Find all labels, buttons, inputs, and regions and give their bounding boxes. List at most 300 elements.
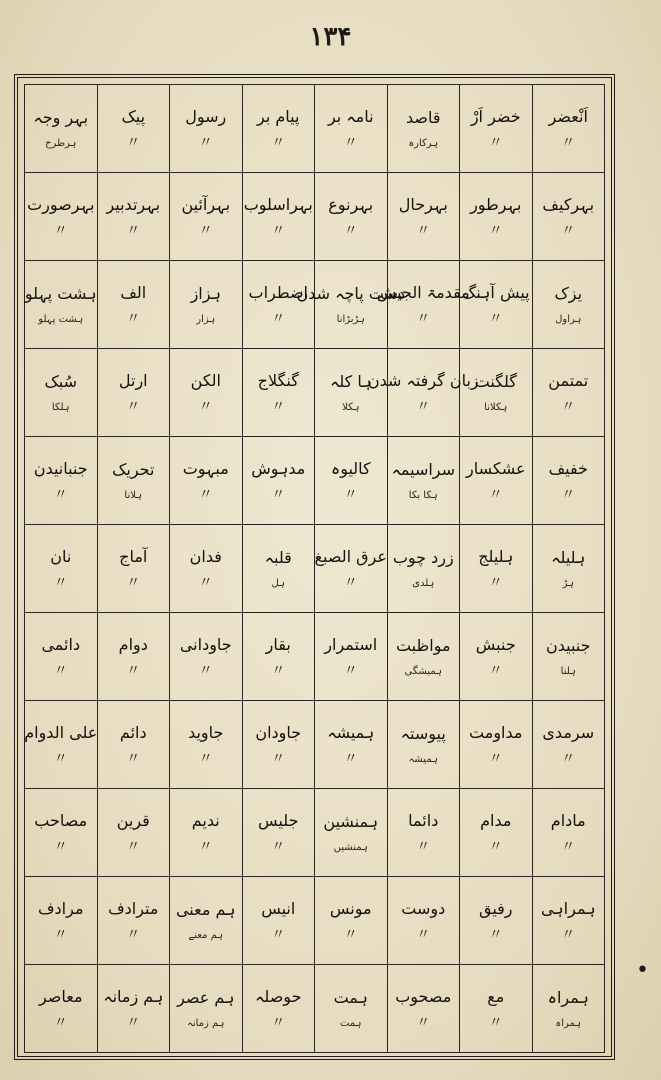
ditto-mark: 〃 (271, 839, 286, 856)
entry-word: مواظبت (395, 636, 451, 656)
entry-word: مع (487, 986, 505, 1006)
table-cell (460, 965, 533, 1053)
table-cell (97, 965, 170, 1053)
ditto-mark: 〃 (488, 311, 503, 328)
table-cell (387, 85, 460, 173)
entry-word: زرد چوب (392, 548, 454, 568)
entry-meaning: ہمیشہ (408, 753, 438, 765)
cell-content (170, 789, 242, 876)
table-cell (170, 965, 243, 1053)
cell-content (460, 877, 532, 964)
ditto-mark: 〃 (488, 751, 503, 768)
entry-meaning: ہکا بکا (408, 489, 438, 501)
ditto-mark: 〃 (561, 399, 576, 416)
cell-content (533, 789, 605, 876)
entry-word: یزک (554, 284, 583, 304)
entry-word: ارتل (118, 370, 148, 390)
cell-content (296, 261, 406, 348)
cell-content (388, 613, 460, 700)
ditto-mark: 〃 (561, 135, 576, 152)
entry-word: ہا کلہ (329, 372, 372, 392)
entry-word: گلگنت (474, 372, 517, 392)
table-row (25, 877, 605, 965)
ditto-mark: 〃 (488, 575, 503, 592)
table-row (25, 261, 605, 349)
entry-word: دوام (118, 634, 148, 654)
table-cell (315, 349, 388, 437)
cell-content (98, 437, 170, 524)
entry-word: آماج (119, 546, 148, 566)
table-cell (532, 877, 605, 965)
cell-content (98, 789, 170, 876)
entry-word: عرق الصبغ (314, 546, 387, 566)
entry-meaning: ہرطرح (45, 137, 77, 149)
cell-content (25, 437, 97, 524)
ditto-mark: 〃 (53, 751, 68, 768)
table-cell (315, 701, 388, 789)
entry-word: ندیم (191, 810, 220, 830)
glossary-table (24, 84, 605, 1053)
table-cell (242, 349, 315, 437)
table-cell (532, 85, 605, 173)
ditto-mark: 〃 (53, 839, 68, 856)
entry-word: ہلیلہ (551, 548, 586, 568)
cell-content (460, 261, 532, 348)
entry-word: جاوید (188, 722, 224, 742)
cell-content (98, 613, 170, 700)
table-cell (315, 85, 388, 173)
table-cell (170, 173, 243, 261)
table-cell (97, 525, 170, 613)
table-cell (97, 789, 170, 877)
entry-meaning: ہزار (196, 313, 216, 325)
entry-meaning: ہرکارہ (408, 137, 439, 149)
cell-content (533, 965, 605, 1052)
ditto-mark: 〃 (53, 575, 68, 592)
entry-word: دائما (408, 810, 439, 830)
ditto-mark: 〃 (488, 927, 503, 944)
table-cell (170, 789, 243, 877)
entry-word: قرین (116, 810, 150, 830)
entry-word: بہر وجہ (33, 108, 89, 128)
ditto-mark: 〃 (126, 135, 141, 152)
entry-word: خفیف (548, 458, 588, 478)
entry-word: مدہوش (251, 458, 306, 478)
table-cell (170, 85, 243, 173)
table-cell (242, 261, 315, 349)
table-cell (387, 437, 460, 525)
entry-word: ہمنشین (323, 812, 379, 832)
ditto-mark: 〃 (53, 927, 68, 944)
entry-meaning: ہکلا (342, 401, 360, 413)
table-cell (97, 173, 170, 261)
ditto-mark: 〃 (343, 663, 358, 680)
ditto-mark: 〃 (271, 1015, 286, 1032)
ditto-mark: 〃 (488, 839, 503, 856)
ditto-mark: 〃 (488, 487, 503, 504)
table-cell (315, 877, 388, 965)
table-cell (242, 85, 315, 173)
entry-meaning: ہشت پہلو (38, 313, 84, 325)
table-cell (242, 877, 315, 965)
cell-content (388, 965, 460, 1052)
table-cell (387, 965, 460, 1053)
cell-content (243, 613, 315, 700)
ditto-mark: 〃 (416, 311, 431, 328)
table-cell (25, 173, 98, 261)
cell-content (533, 85, 605, 172)
ditto-mark: 〃 (561, 487, 576, 504)
cell-content (315, 701, 387, 788)
ditto-mark: 〃 (126, 1015, 141, 1032)
entry-meaning: ہمیشگی (404, 665, 442, 677)
cell-content (243, 173, 315, 260)
entry-word: نامہ بر (327, 106, 374, 126)
entry-meaning: ہمراہ (555, 1017, 582, 1029)
entry-word: دست پاچہ شدن (296, 284, 406, 304)
entry-meaning: ہلکا (51, 401, 70, 413)
ditto-mark: 〃 (198, 487, 213, 504)
table-cell (460, 261, 533, 349)
table-cell (242, 613, 315, 701)
ditto-mark: 〃 (343, 487, 358, 504)
cell-content (170, 965, 242, 1052)
table-row (25, 173, 605, 261)
table-cell (532, 789, 605, 877)
table-cell (242, 437, 315, 525)
ditto-mark: 〃 (53, 663, 68, 680)
entry-word: جاودانی (179, 634, 232, 654)
table-cell (387, 525, 460, 613)
entry-word: جنبش (475, 634, 516, 654)
table-cell (460, 613, 533, 701)
cell-content (315, 877, 387, 964)
cell-content (388, 437, 460, 524)
entry-word: بہرتدبیر (106, 194, 161, 214)
ditto-mark: 〃 (271, 487, 286, 504)
cell-content (243, 877, 315, 964)
cell-content (460, 613, 532, 700)
ditto-mark: 〃 (416, 927, 431, 944)
cell-content (243, 701, 315, 788)
entry-word: عشکسار (465, 458, 526, 478)
entry-word: ہمت (333, 988, 368, 1008)
entry-word: نان (50, 546, 72, 566)
entry-word: سُبک (44, 372, 78, 392)
table-cell (532, 613, 605, 701)
table-cell (242, 525, 315, 613)
cell-content (533, 437, 605, 524)
cell-content (170, 261, 242, 348)
cell-content (460, 701, 532, 788)
cell-content (533, 877, 605, 964)
cell-content (98, 965, 170, 1052)
entry-meaning: ہمنشیں (333, 841, 368, 853)
entry-word: ہم عصر (177, 988, 235, 1008)
table-cell (242, 789, 315, 877)
cell-content (460, 173, 532, 260)
entry-word: بقار (265, 634, 291, 654)
table-cell (170, 525, 243, 613)
table-cell (97, 877, 170, 965)
ditto-mark: 〃 (561, 751, 576, 768)
entry-word: مصاحب (34, 810, 88, 830)
cell-content (315, 85, 387, 172)
entry-word: ہم زمانہ (103, 986, 164, 1006)
cell-content (243, 437, 315, 524)
entry-word: مصحوب (395, 986, 452, 1006)
entry-word: پیش آہنگ (461, 282, 530, 302)
entry-word: رسول (185, 106, 227, 126)
entry-word: بہرنوع (328, 194, 374, 214)
ditto-mark: 〃 (271, 311, 286, 328)
table-cell (242, 173, 315, 261)
table-cell (242, 965, 315, 1053)
cell-content (98, 349, 170, 436)
table-cell (460, 701, 533, 789)
cell-content (315, 613, 387, 700)
cell-content (25, 789, 97, 876)
cell-content (315, 349, 387, 436)
table-cell (170, 613, 243, 701)
entry-word: دائمی (41, 634, 81, 654)
table-cell (532, 701, 605, 789)
cell-content (243, 349, 315, 436)
ditto-mark: 〃 (271, 223, 286, 240)
ditto-mark: 〃 (343, 223, 358, 240)
cell-content (25, 261, 97, 348)
table-cell (387, 173, 460, 261)
entry-meaning: ہلدی (412, 577, 435, 589)
table-cell (460, 789, 533, 877)
page-number: ۱۳۴ (309, 22, 352, 52)
ditto-mark: 〃 (416, 223, 431, 240)
entry-word: کالیوہ (330, 458, 371, 478)
cell-content (98, 701, 170, 788)
ditto-mark: 〃 (416, 399, 431, 416)
table-cell (387, 613, 460, 701)
cell-content (388, 789, 460, 876)
entry-word: حوصلہ (255, 986, 302, 1006)
table-cell (460, 173, 533, 261)
cell-content (460, 437, 532, 524)
cell-content (460, 789, 532, 876)
table-cell (97, 613, 170, 701)
entry-word: الف (120, 282, 147, 302)
entry-meaning: ہڑبڑانا (336, 313, 365, 325)
table-cell (532, 173, 605, 261)
entry-word: الکن (190, 370, 221, 390)
cell-content (25, 173, 97, 260)
cell-content (243, 789, 315, 876)
entry-word: فدان (189, 546, 222, 566)
entry-word: دوست (401, 898, 446, 918)
cell-content (25, 877, 97, 964)
cell-content (243, 965, 315, 1052)
ditto-mark: 〃 (198, 839, 213, 856)
entry-word: انیس (261, 898, 296, 918)
table-cell (532, 525, 605, 613)
table-row (25, 701, 605, 789)
entry-word: سراسیمہ (391, 460, 456, 480)
ditto-mark: 〃 (343, 751, 358, 768)
table-cell (532, 349, 605, 437)
entry-meaning: ہمت (340, 1017, 362, 1029)
table-cell (170, 437, 243, 525)
ditto-mark: 〃 (53, 223, 68, 240)
cell-content (25, 349, 97, 436)
ditto-mark: 〃 (53, 1015, 68, 1032)
entry-word: تحریک (112, 460, 155, 480)
cell-content (25, 701, 97, 788)
ditto-mark: 〃 (488, 1015, 503, 1032)
entry-word: ہمراہ (547, 988, 589, 1008)
table-cell (532, 965, 605, 1053)
entry-word: خضر اَرْ (470, 106, 521, 126)
cell-content (25, 965, 97, 1052)
cell-content (243, 261, 315, 348)
table-cell (25, 437, 98, 525)
entry-word: گنگلاج (257, 370, 299, 390)
table-cell (25, 613, 98, 701)
table-cell (25, 877, 98, 965)
ditto-mark: 〃 (488, 663, 503, 680)
entry-word: جنبیدن (545, 636, 591, 656)
cell-content (98, 261, 170, 348)
cell-content (315, 525, 387, 612)
cell-content (315, 965, 387, 1052)
table-cell (97, 85, 170, 173)
table-cell (170, 349, 243, 437)
glossary-table-body (25, 85, 605, 1053)
table-row (25, 789, 605, 877)
cell-content (388, 525, 460, 612)
entry-word: جاودان (255, 722, 302, 742)
entry-word: رفیق (478, 898, 513, 918)
cell-content (460, 525, 532, 612)
cell-content (25, 613, 97, 700)
ditto-mark: 〃 (343, 135, 358, 152)
table-row (25, 965, 605, 1053)
ditto-mark: 〃 (126, 575, 141, 592)
entry-word: مونس (329, 898, 372, 918)
entry-word: ہم معنی (175, 900, 236, 920)
cell-content (460, 965, 532, 1052)
ditto-mark: 〃 (53, 487, 68, 504)
ditto-mark: 〃 (561, 839, 576, 856)
entry-meaning: ہم زمانہ (186, 1017, 225, 1029)
table-cell (25, 261, 98, 349)
table-cell (460, 349, 533, 437)
entry-word: دائم (119, 722, 147, 742)
table-cell (97, 349, 170, 437)
table-cell (460, 525, 533, 613)
cell-content (367, 349, 479, 436)
cell-content (533, 173, 605, 260)
entry-word: علی الدوام (24, 722, 98, 742)
entry-word: بہرحال (398, 194, 448, 214)
table-cell (387, 877, 460, 965)
table-row (25, 85, 605, 173)
ditto-mark: 〃 (488, 135, 503, 152)
cell-content (98, 85, 170, 172)
table-cell (242, 701, 315, 789)
table-cell (170, 261, 243, 349)
table-cell (170, 701, 243, 789)
table-cell (315, 613, 388, 701)
cell-content (388, 877, 460, 964)
entry-word: ہمراہی (540, 898, 596, 918)
ditto-mark: 〃 (126, 399, 141, 416)
ditto-mark: 〃 (271, 399, 286, 416)
table-cell (387, 789, 460, 877)
cell-content (533, 349, 605, 436)
cell-content (170, 85, 242, 172)
cell-content (243, 525, 315, 612)
table-cell (376, 261, 470, 349)
table-cell (532, 437, 605, 525)
entry-word: بہرطور (470, 194, 522, 214)
table-row (25, 349, 605, 437)
ditto-mark: 〃 (271, 663, 286, 680)
entry-word: پیام بر (257, 106, 300, 126)
entry-word: مقدمۃ الجیش (376, 282, 470, 302)
cell-content (533, 613, 605, 700)
table-cell (25, 349, 98, 437)
cell-content (315, 173, 387, 260)
entry-word: سرمدی (542, 722, 595, 742)
entry-word: مترادف (108, 898, 159, 918)
ditto-mark: 〃 (198, 663, 213, 680)
entry-word: اضطراب (248, 282, 308, 302)
cell-content (170, 877, 242, 964)
table-cell (25, 789, 98, 877)
cell-content (376, 261, 470, 348)
table-cell (387, 701, 460, 789)
entry-word: اَنْعضر (548, 106, 588, 126)
cell-content (388, 85, 460, 172)
cell-content (98, 173, 170, 260)
ditto-mark: 〃 (416, 839, 431, 856)
entry-word: مدام (480, 810, 512, 830)
ditto-mark: 〃 (126, 839, 141, 856)
table-cell (97, 261, 170, 349)
table-cell (460, 877, 533, 965)
cell-content (533, 701, 605, 788)
ditto-mark: 〃 (343, 575, 358, 592)
ditto-mark: 〃 (126, 751, 141, 768)
table-cell (315, 965, 388, 1053)
entry-meaning: ہراول (555, 313, 582, 325)
table-cell (296, 261, 406, 349)
cell-content (98, 877, 170, 964)
table-cell (460, 85, 533, 173)
ditto-mark: 〃 (198, 223, 213, 240)
entry-word: بہرکیف (542, 194, 595, 214)
cell-content (533, 525, 605, 612)
table-cell (315, 173, 388, 261)
entry-word: پیک (121, 106, 146, 126)
table-row (25, 437, 605, 525)
margin-mark: • (636, 958, 649, 983)
table-cell (25, 965, 98, 1053)
cell-content (170, 525, 242, 612)
entry-word: مادام (550, 810, 586, 830)
cell-content (533, 261, 605, 348)
table-cell (97, 701, 170, 789)
ditto-mark: 〃 (561, 927, 576, 944)
cell-content (315, 437, 387, 524)
